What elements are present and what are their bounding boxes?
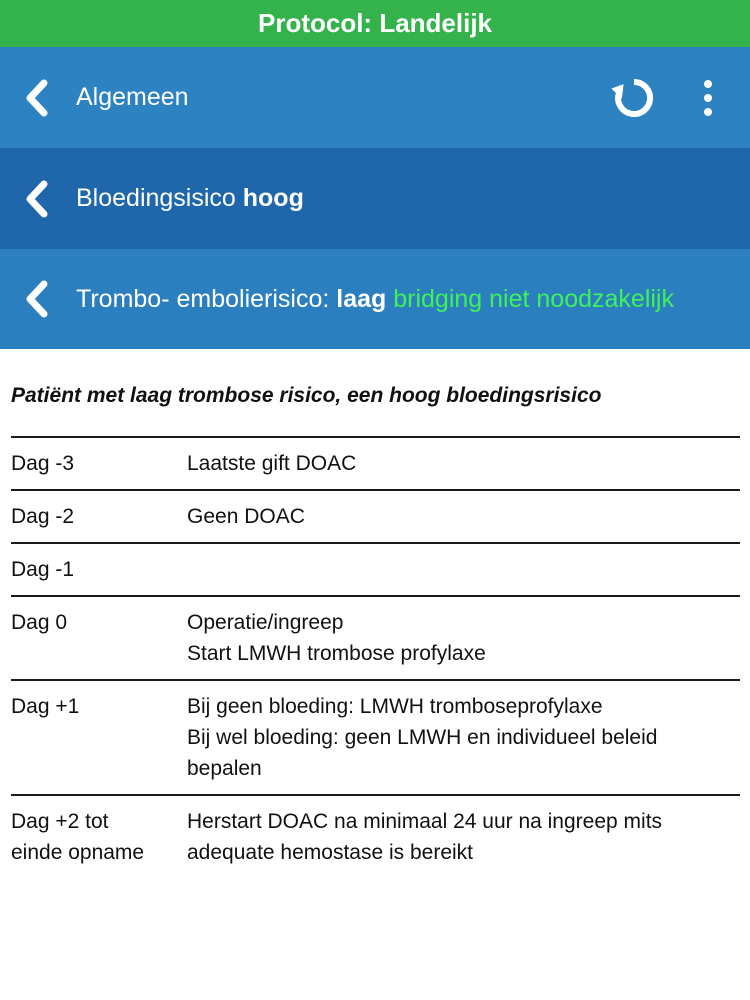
refresh-button[interactable]: [604, 68, 664, 128]
day-label: Dag +1: [11, 695, 80, 718]
description-line: Bij wel bloeding: geen LMWH en individueel beleid: [187, 726, 658, 749]
back-button-bloedingsrisico[interactable]: [0, 148, 76, 249]
page-heading: Patiënt met laag trombose risico, een hoog bloedingsrisico: [11, 384, 602, 407]
nav-label-bloedingsrisico: [76, 184, 750, 213]
day-label: Dag 0: [11, 611, 68, 634]
chevron-left-icon: [22, 179, 52, 219]
main-content: [0, 381, 750, 878]
day-cell: [11, 680, 187, 795]
description-cell: [187, 543, 740, 596]
day-label: Dag +2 tot: [11, 810, 109, 833]
table-row: [11, 795, 740, 878]
description-line: Herstart DOAC na minimaal 24 uur na ingreep mits: [187, 810, 663, 833]
day-cell: [11, 490, 187, 543]
day-cell: [11, 596, 187, 680]
thrombo-risk-value: laag: [336, 284, 387, 313]
description-line: bepalen: [187, 757, 262, 780]
description-line: adequate hemostase is bereikt: [187, 841, 474, 864]
protocol-title: Protocol: Landelijk: [257, 8, 493, 38]
nav-row-algemeen[interactable]: [0, 47, 750, 148]
description-cell: [187, 596, 740, 680]
table-row: [11, 490, 740, 543]
nav-label-trombo-embolierisico: [76, 285, 750, 314]
bleeding-risk-value: hoog: [242, 184, 304, 212]
description-line: Geen DOAC: [187, 505, 305, 528]
description-cell: [187, 680, 740, 795]
description-line: Bij geen bloeding: LMWH tromboseprofylaxe: [187, 695, 603, 718]
refresh-icon: [610, 74, 658, 122]
more-options-button[interactable]: [688, 68, 728, 128]
day-label: Dag -3: [11, 452, 75, 475]
chevron-left-icon: [22, 279, 52, 319]
bleeding-risk-prefix: Bloedingsisico: [76, 184, 243, 212]
table-row: [11, 680, 740, 795]
table-row: [11, 437, 740, 490]
nav-row-bloedingsrisico[interactable]: [0, 148, 750, 249]
description-cell: [187, 437, 740, 490]
back-button-trombo-embolierisico[interactable]: [0, 249, 76, 349]
bridging-note: bridging niet noodzakelijk: [386, 284, 674, 313]
description-line: Laatste gift DOAC: [187, 452, 357, 475]
description-cell: [187, 795, 740, 878]
thrombo-risk-prefix: Trombo- embolierisico:: [76, 284, 337, 313]
more-vertical-icon: [702, 78, 714, 118]
back-button-algemeen[interactable]: [0, 47, 76, 148]
protocol-title-bar: [0, 0, 750, 47]
day-label: Dag -1: [11, 558, 75, 581]
schedule-table: [11, 436, 740, 878]
day-cell: [11, 795, 187, 878]
description-cell: [187, 490, 740, 543]
description-line: Operatie/ingreep: [187, 611, 344, 634]
day-cell: [11, 437, 187, 490]
day-label: Dag -2: [11, 505, 75, 528]
day-label: einde opname: [11, 841, 145, 864]
day-cell: [11, 543, 187, 596]
table-row: [11, 543, 740, 596]
table-row: [11, 596, 740, 680]
nav-label-algemeen: Algemeen: [76, 83, 189, 111]
description-line: Start LMWH trombose profylaxe: [187, 642, 486, 665]
chevron-left-icon: [22, 78, 52, 118]
nav-row-trombo-embolierisico[interactable]: [0, 249, 750, 349]
